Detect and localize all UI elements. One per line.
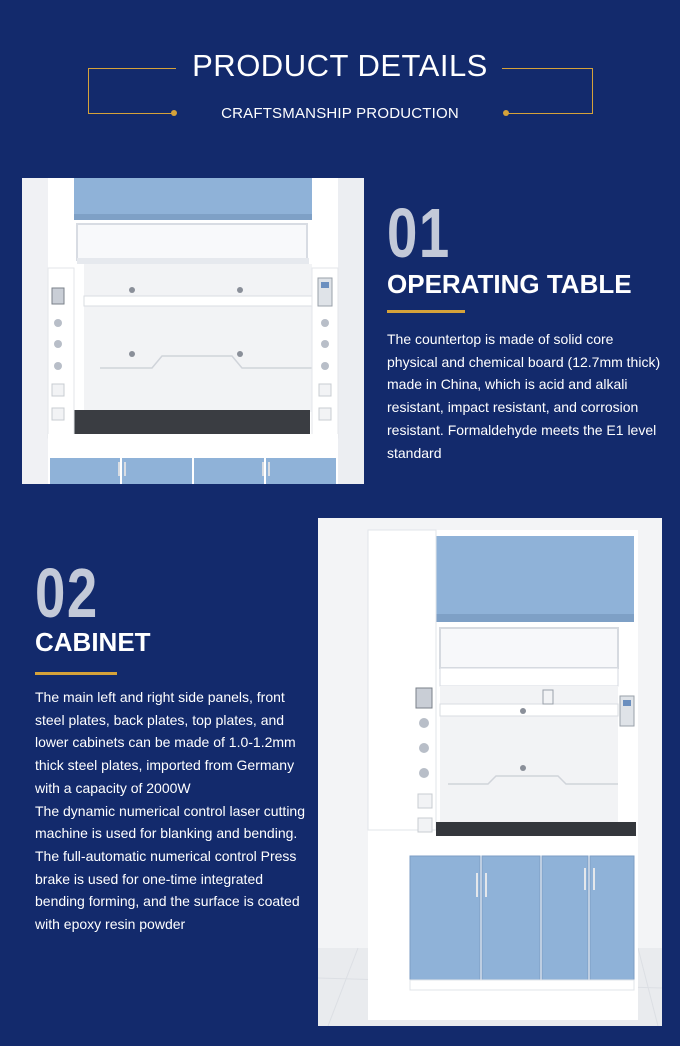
- page-subtitle: CRAFTSMANSHIP PRODUCTION: [221, 105, 459, 122]
- section2-underline: [35, 672, 117, 675]
- section2-paragraph-2: The dynamic numerical control laser cutting machine is used for blanking and bending. The full-automatic numerical control Press brake is used for one-time integrated bending forming, and the surface is coated with epoxy resin powder: [35, 802, 306, 933]
- section2-paragraph-1: The main left and right side panels, front steel plates, back plates, top plates, and lower cabinets can be made of 1.0-1.2mm thick steel plates, imported from Germany with a capacity of 2000W: [35, 689, 296, 796]
- section1-paragraph: The countertop is made of solid core physical and chemical board (12.7mm thick) made in China, which is acid and alkali resistant, impact resistant, and corrosion resistant. Formaldehyde meets the E1 level standard: [387, 331, 661, 461]
- section-title-cabinet: CABINET: [35, 627, 151, 657]
- section-number-02: 02: [35, 554, 99, 632]
- section1-underline: [387, 310, 465, 313]
- fume-hood-full-illustration: [318, 518, 662, 1026]
- page-title: PRODUCT DETAILS: [192, 48, 488, 83]
- operating-table-photo: [22, 178, 364, 484]
- section1-description: [387, 328, 665, 464]
- section-title-operating-table: OPERATING TABLE: [387, 269, 632, 299]
- section2-description: [35, 686, 307, 936]
- cabinet-photo: [318, 518, 662, 1026]
- fume-hood-closeup-illustration: [22, 178, 364, 484]
- section-number-01: 01: [387, 194, 451, 272]
